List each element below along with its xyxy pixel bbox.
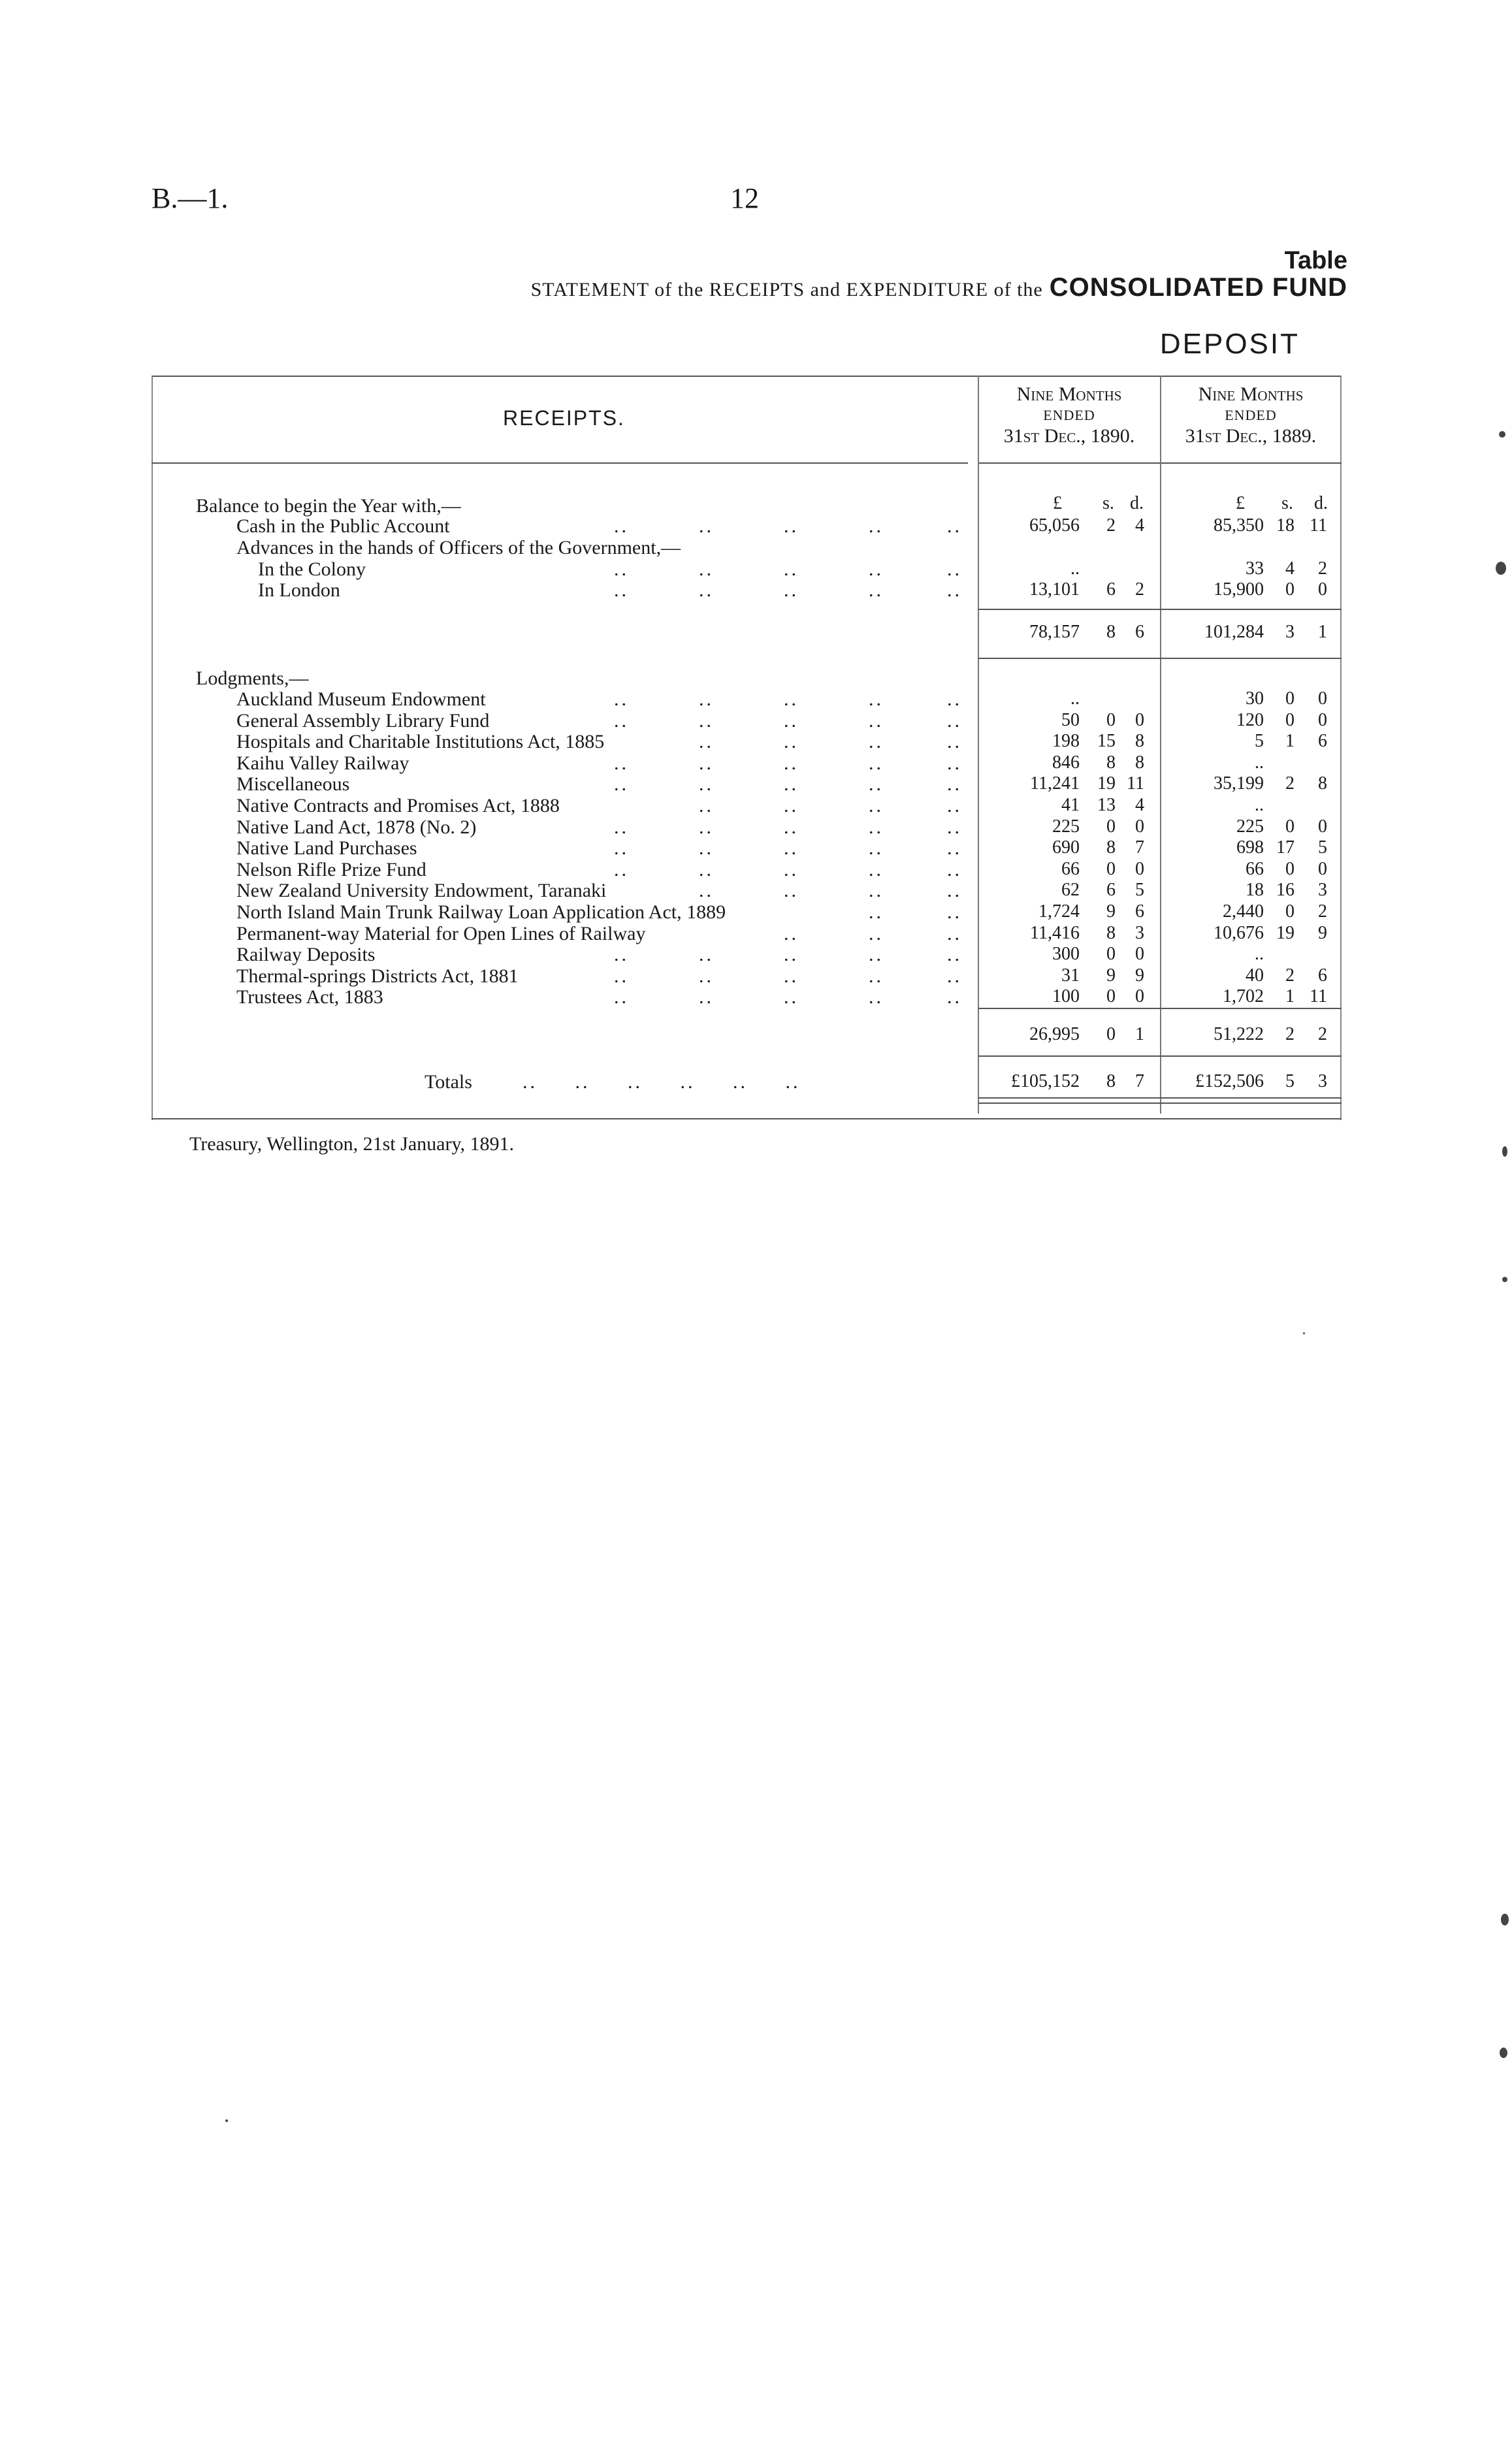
- totals-rule-1: [978, 1097, 1342, 1099]
- column-header-1889-line2: ENDED: [1225, 407, 1277, 423]
- leader-dots: ..: [869, 731, 884, 753]
- column-header-1889: [1161, 384, 1340, 447]
- lodgment-row-1890-pence: 0: [1135, 816, 1144, 837]
- leader-dots: ..: [614, 579, 629, 601]
- leader-dots: ..: [947, 986, 962, 1008]
- lodgment-row-1890-shillings: 0: [1106, 944, 1116, 965]
- fund-name: CONSOLIDATED FUND: [1049, 273, 1347, 302]
- lodgments-subtotal-1889-pence: 2: [1318, 1024, 1327, 1044]
- leader-dots: ..: [947, 752, 962, 774]
- totals-rule-2: [978, 1102, 1342, 1104]
- lodgment-row-label: Railway Deposits: [236, 944, 376, 966]
- lodgment-row-1890-pence: 9: [1135, 965, 1144, 986]
- lodgment-row-1890-shillings: 6: [1106, 880, 1116, 901]
- totals-1889-shillings: 5: [1285, 1071, 1295, 1091]
- lodgment-row-1889-pence: 6: [1318, 731, 1327, 752]
- pence-header-1889: d.: [1314, 493, 1328, 513]
- leader-dots: ..: [784, 858, 799, 880]
- scan-speck: [1502, 1277, 1507, 1282]
- scan-speck: [1496, 562, 1506, 575]
- leader-dots: ..: [947, 579, 962, 601]
- balance-row-1890-shillings: 2: [1106, 515, 1116, 536]
- leader-dots: ..: [947, 709, 962, 732]
- leader-dots: ..: [614, 558, 629, 580]
- leader-dots: ..: [869, 901, 884, 923]
- scan-speck: [1501, 1914, 1509, 1925]
- lodgment-row-1889-pence: 3: [1318, 880, 1327, 901]
- leader-dots: ..: [869, 515, 884, 537]
- totals-1890-pounds: £105,152: [1011, 1071, 1080, 1091]
- leader-dots: ..: [947, 773, 962, 796]
- column-header-1890-line1: Nine Months: [1016, 383, 1122, 405]
- lodgments-subtotal-1890-pence: 1: [1135, 1024, 1144, 1044]
- leader-dots: ..: [869, 944, 884, 966]
- lodgment-row-1890-pounds: 1,724: [1038, 901, 1080, 922]
- balance-row-1890-pence: 4: [1135, 515, 1144, 536]
- lodgment-row-1889-pence: 9: [1318, 922, 1327, 943]
- leader-dots: ..: [699, 986, 714, 1008]
- lodgment-row-label: North Island Main Trunk Railway Loan Application Act, 1889: [236, 901, 726, 923]
- leader-dots: ..: [947, 558, 962, 580]
- lodgment-row-1890-pounds: 31: [1061, 965, 1080, 986]
- lodgment-row-1889-pence: 5: [1318, 837, 1327, 858]
- lodgment-row-1889-pence: 0: [1318, 816, 1327, 837]
- lodgments-subtotal-1890-shillings: 0: [1106, 1024, 1116, 1044]
- statement-title: [531, 273, 1347, 302]
- balance-group-label: Balance to begin the Year with,—: [196, 495, 461, 517]
- pounds-symbol-1890: £: [1053, 493, 1062, 513]
- leader-dots: ..: [869, 752, 884, 774]
- totals-1890-pence: 7: [1135, 1071, 1144, 1091]
- leader-dots: ..: [784, 986, 799, 1008]
- balance-subtotal-1890-pence: 6: [1135, 622, 1144, 642]
- lodgment-row-1889-pounds: 35,199: [1214, 773, 1264, 794]
- lodgment-row-label: Trustees Act, 1883: [236, 986, 383, 1008]
- lodgment-row-1889-shillings: 17: [1276, 837, 1295, 858]
- lodgment-row-1889-pounds: ..: [1255, 795, 1264, 815]
- lodgment-row-1890-pence: 0: [1135, 944, 1144, 965]
- leader-dots: ..: [869, 986, 884, 1008]
- balance-row-1890-pounds: ..: [1070, 558, 1080, 579]
- lodgment-row-1889-pounds: 120: [1236, 709, 1264, 730]
- lodgment-row-1889-shillings: 2: [1285, 965, 1295, 986]
- lodgment-row-1890-pounds: 11,241: [1030, 773, 1080, 794]
- lodgment-row-1890-shillings: 0: [1106, 858, 1116, 879]
- balance-row-label: Cash in the Public Account: [236, 515, 450, 537]
- lodgment-row-1889-pounds: 698: [1236, 837, 1264, 858]
- lodgment-row-1890-shillings: 9: [1106, 965, 1116, 986]
- scan-speck: [1499, 431, 1505, 438]
- leader-dots: ..: [869, 922, 884, 944]
- leader-dots: ..: [699, 795, 714, 816]
- lodgments-subtotal-1890-pounds: 26,995: [1029, 1024, 1080, 1044]
- leader-dots: ..: [784, 688, 799, 710]
- leader-dots: ..: [784, 731, 799, 753]
- leader-dots: ..: [947, 880, 962, 902]
- lodgment-row-1890-pence: 0: [1135, 709, 1144, 730]
- table-bottom-rule: [152, 1118, 1342, 1119]
- leader-dots: ..: [699, 558, 714, 580]
- lodgment-row-1890-pence: 8: [1135, 731, 1144, 752]
- lodgment-row-label: New Zealand University Endowment, Taranaki: [236, 880, 607, 902]
- column-header-1890-line2: ENDED: [1043, 407, 1095, 423]
- leader-dots: ..: [869, 795, 884, 816]
- lodgment-row-1890-pounds: 41: [1061, 795, 1080, 815]
- leader-dots: ..: [614, 773, 629, 796]
- leader-dots: ..: [784, 944, 799, 966]
- lodgment-row-label: Native Contracts and Promises Act, 1888: [236, 795, 560, 816]
- balance-subtotal-1889-pence: 1: [1318, 622, 1327, 642]
- lodgments-group-label: Lodgments,—: [196, 668, 309, 689]
- lodgment-row-1890-pence: 5: [1135, 880, 1144, 901]
- balance-row-1890-shillings: 6: [1106, 579, 1116, 600]
- totals-label: Totals: [425, 1071, 472, 1093]
- leader-dots: ..: [784, 880, 799, 902]
- lodgment-row-label: Hospitals and Charitable Institutions Act, 1885: [236, 731, 605, 753]
- leader-dots: ..: [614, 986, 629, 1008]
- balance-row-label: In London: [258, 579, 340, 601]
- totals-1889-pounds: £152,506: [1195, 1071, 1264, 1091]
- leader-dots: ..: [699, 837, 714, 860]
- page-number: 12: [730, 182, 759, 214]
- leader-dots: ..: [947, 965, 962, 987]
- leader-dots: ..: [614, 515, 629, 537]
- lodgment-row-label: Auckland Museum Endowment: [236, 688, 486, 710]
- leader-dots: ..: [869, 880, 884, 902]
- column-header-1889-line3: 31st Dec., 1889.: [1185, 425, 1317, 447]
- lodgment-row-1890-shillings: 9: [1106, 901, 1116, 922]
- column-header-1890-line3: 31st Dec., 1890.: [1003, 425, 1135, 447]
- lodgment-row-1889-shillings: 0: [1285, 709, 1295, 730]
- leader-dots: ..: [869, 816, 884, 838]
- scan-speck: [1502, 1146, 1507, 1157]
- leader-dots: ..: [614, 816, 629, 838]
- leader-dots: ..: [869, 965, 884, 987]
- lodgment-row-1889-pounds: 40: [1246, 965, 1264, 986]
- lodgment-row-1890-pounds: ..: [1070, 688, 1080, 709]
- lodgment-row-1889-shillings: 16: [1276, 880, 1295, 901]
- leader-dots: ..: [947, 795, 962, 816]
- leader-dots: ..: [614, 688, 629, 710]
- lodgment-row-1889-shillings: 1: [1285, 986, 1295, 1007]
- lodgment-row-1890-pounds: 198: [1052, 731, 1080, 752]
- lodgment-row-1890-shillings: 0: [1106, 709, 1116, 730]
- lodgment-row-label: Thermal-springs Districts Act, 1881: [236, 965, 519, 987]
- lodgment-row-1890-pounds: 300: [1052, 944, 1080, 965]
- scan-speck: [225, 2119, 228, 2122]
- leader-dots: ..: [784, 709, 799, 732]
- lodgment-row-label: Permanent-way Material for Open Lines of Railway: [236, 922, 646, 944]
- leader-dots: ..: [699, 944, 714, 966]
- lodgment-row-1890-shillings: 13: [1097, 795, 1116, 815]
- lodgment-row-label: Native Land Act, 1878 (No. 2): [236, 816, 477, 838]
- leader-dots: ..: [784, 515, 799, 537]
- leader-dots: ..: [699, 515, 714, 537]
- lodgment-row-1890-shillings: 0: [1106, 986, 1116, 1007]
- balance-subtotal-1889-pounds: 101,284: [1204, 622, 1264, 642]
- column-header-1889-line1: Nine Months: [1198, 383, 1304, 405]
- lodgment-row-1889-shillings: 0: [1285, 858, 1295, 879]
- lodgment-row-1889-pence: 0: [1318, 709, 1327, 730]
- lodgment-row-1889-pounds: 18: [1246, 880, 1264, 901]
- leader-dots: ..: [869, 837, 884, 860]
- leader-dots: ..: [699, 858, 714, 880]
- totals-1889-pence: 3: [1318, 1071, 1327, 1091]
- lodgment-row-1890-pence: 11: [1127, 773, 1144, 794]
- balance-row-1890-pounds: 65,056: [1029, 515, 1080, 536]
- leader-dots: ..: [947, 901, 962, 923]
- balance-row-1890-pence: 2: [1135, 579, 1144, 600]
- lodgment-row-label: Nelson Rifle Prize Fund: [236, 858, 426, 880]
- leader-dots: ..: [614, 858, 629, 880]
- lodgment-row-1889-pounds: 30: [1246, 688, 1264, 709]
- statement-text: STATEMENT of the RECEIPTS and EXPENDITURE of the: [530, 279, 1043, 300]
- lodgments-top-rule: [978, 1008, 1342, 1009]
- header-rule: [152, 462, 968, 464]
- leader-dots: ..: [614, 709, 629, 732]
- leader-dots: ..: [869, 858, 884, 880]
- leader-dots: ..: [784, 773, 799, 796]
- leader-dots: ..: [869, 558, 884, 580]
- lodgment-row-1890-pence: 0: [1135, 858, 1144, 879]
- lodgment-row-1889-pounds: 2,440: [1223, 901, 1264, 922]
- balance-row-1889-pence: 2: [1318, 558, 1327, 579]
- leader-dots: ..: [784, 579, 799, 601]
- lodgment-row-1890-pence: 0: [1135, 986, 1144, 1007]
- lodgment-row-label: Miscellaneous: [236, 773, 350, 796]
- scan-speck: [1500, 2048, 1507, 2058]
- lodgment-row-1890-pounds: 66: [1061, 858, 1080, 879]
- leader-dots: ..: [947, 688, 962, 710]
- shillings-header-1890: s.: [1102, 493, 1114, 513]
- lodgment-row-label: Kaihu Valley Railway: [236, 752, 410, 774]
- lodgment-row-1890-pence: 4: [1135, 795, 1144, 815]
- leader-dots: ..: [784, 752, 799, 774]
- lodgment-row-1889-pence: 0: [1318, 858, 1327, 879]
- footer-note: Treasury, Wellington, 21st January, 1891.: [189, 1133, 514, 1155]
- lodgment-row-1890-shillings: 8: [1106, 922, 1116, 943]
- lodgment-row-1889-pence: 2: [1318, 901, 1327, 922]
- leader-dots: ..: [869, 579, 884, 601]
- lodgment-row-1889-pence: 8: [1318, 773, 1327, 794]
- leader-dots: ..: [784, 816, 799, 838]
- table-label: Table: [1284, 247, 1347, 274]
- leader-dots: ..: [947, 515, 962, 537]
- leader-dots: ..: [784, 965, 799, 987]
- balance-row-label: In the Colony: [258, 558, 366, 580]
- leader-dots: ..: [947, 858, 962, 880]
- leader-dots: ..: [784, 922, 799, 944]
- column-divider-2: [1160, 376, 1161, 1114]
- lodgment-row-label: Native Land Purchases: [236, 837, 417, 860]
- lodgment-row-1889-pounds: 225: [1236, 816, 1264, 837]
- leader-dots: ..: [614, 752, 629, 774]
- lodgment-row-1889-shillings: 0: [1285, 816, 1295, 837]
- pence-header-1890: d.: [1130, 493, 1144, 513]
- leader-dots: ..: [699, 688, 714, 710]
- leader-dots: ..: [947, 944, 962, 966]
- page-reference: B.—1.: [152, 182, 229, 214]
- lodgment-row-1890-pounds: 846: [1052, 752, 1080, 773]
- balance-row-1889-shillings: 0: [1285, 579, 1295, 600]
- leader-dots: ..: [784, 795, 799, 816]
- lodgment-row-1890-shillings: 8: [1106, 752, 1116, 773]
- lodgment-row-1889-shillings: 19: [1276, 922, 1295, 943]
- leader-dots: ..: [699, 965, 714, 987]
- lodgments-bottom-rule: [978, 1055, 1342, 1057]
- lodgment-row-1889-shillings: 2: [1285, 773, 1295, 794]
- lodgment-row-1889-pounds: 66: [1246, 858, 1264, 879]
- lodgment-row-1890-pence: 3: [1135, 922, 1144, 943]
- lodgment-row-1889-pounds: ..: [1255, 752, 1264, 773]
- lodgment-row-1890-pounds: 690: [1052, 837, 1080, 858]
- balance-row-1889-pounds: 15,900: [1214, 579, 1264, 600]
- lodgment-row-1889-pounds: 1,702: [1223, 986, 1264, 1007]
- balance-subtotal-1890-pounds: 78,157: [1029, 622, 1080, 642]
- balance-top-rule: [978, 609, 1342, 610]
- balance-row-1889-pence: 11: [1310, 515, 1327, 536]
- leader-dots: ..: [947, 837, 962, 860]
- balance-row-1890-pounds: 13,101: [1029, 579, 1080, 600]
- leader-dots: ..: [699, 880, 714, 902]
- leader-dots: ..: [947, 922, 962, 944]
- lodgment-row-1890-shillings: 19: [1097, 773, 1116, 794]
- leader-dots: ..: [699, 731, 714, 753]
- balance-row-1889-pounds: 33: [1246, 558, 1264, 579]
- leader-dots: ..: [699, 709, 714, 732]
- balance-row-1889-shillings: 18: [1276, 515, 1295, 536]
- lodgment-row-1890-pence: 7: [1135, 837, 1144, 858]
- balance-row-1889-shillings: 4: [1285, 558, 1295, 579]
- receipts-heading: RECEIPTS.: [503, 406, 625, 430]
- balance-subtotal-1890-shillings: 8: [1106, 622, 1116, 642]
- lodgment-row-1890-pounds: 100: [1052, 986, 1080, 1007]
- pounds-symbol-1889: £: [1236, 493, 1245, 513]
- lodgment-row-1890-pence: 8: [1135, 752, 1144, 773]
- column-header-1890: [980, 384, 1159, 447]
- leader-dots: ..: [869, 688, 884, 710]
- leader-dots: ..: [699, 773, 714, 796]
- balance-row-1889-pounds: 85,350: [1214, 515, 1264, 536]
- leader-dots: ..: [614, 965, 629, 987]
- lodgment-row-1889-pounds: ..: [1255, 944, 1264, 965]
- lodgment-row-label: General Assembly Library Fund: [236, 709, 490, 732]
- lodgment-row-1890-shillings: 0: [1106, 816, 1116, 837]
- leader-dots: ..: [699, 579, 714, 601]
- leader-dots: ..: [614, 837, 629, 860]
- leader-dots: ..: [784, 558, 799, 580]
- shillings-header-1889: s.: [1281, 493, 1293, 513]
- leader-dots: ..: [947, 731, 962, 753]
- balance-subtotal-1889-shillings: 3: [1285, 622, 1295, 642]
- column-divider-1: [978, 376, 979, 1114]
- leader-dots: ..: [699, 816, 714, 838]
- lodgment-row-1889-shillings: 0: [1285, 688, 1295, 709]
- lodgment-row-1889-pence: 6: [1318, 965, 1327, 986]
- lodgments-subtotal-1889-pounds: 51,222: [1214, 1024, 1264, 1044]
- balance-row-1889-pence: 0: [1318, 579, 1327, 600]
- leader-dots: ..: [869, 709, 884, 732]
- section-heading: DEPOSIT: [1159, 328, 1300, 360]
- lodgment-row-1889-shillings: 1: [1285, 731, 1295, 752]
- lodgment-row-1889-pounds: 5: [1255, 731, 1264, 752]
- leader-dots: ..: [614, 944, 629, 966]
- leader-dots: ..: [947, 816, 962, 838]
- totals-leader-dots: .. .. .. .. .. ..: [523, 1071, 801, 1093]
- scan-speck: [1303, 1332, 1305, 1334]
- lodgment-row-1890-shillings: 15: [1097, 731, 1116, 752]
- totals-1890-shillings: 8: [1106, 1071, 1116, 1091]
- lodgment-row-1890-pounds: 11,416: [1030, 922, 1080, 943]
- lodgments-subtotal-1889-shillings: 2: [1285, 1024, 1295, 1044]
- leader-dots: ..: [784, 837, 799, 860]
- lodgment-row-1890-pence: 6: [1135, 901, 1144, 922]
- lodgment-row-1889-pounds: 10,676: [1214, 922, 1264, 943]
- balance-bottom-rule: [978, 658, 1342, 659]
- lodgment-row-1890-pounds: 225: [1052, 816, 1080, 837]
- lodgment-row-1889-pence: 11: [1310, 986, 1327, 1007]
- lodgment-row-1889-shillings: 0: [1285, 901, 1295, 922]
- balance-row-label: Advances in the hands of Officers of the Government,—: [236, 537, 681, 558]
- lodgment-row-1889-pence: 0: [1318, 688, 1327, 709]
- leader-dots: ..: [869, 773, 884, 796]
- lodgment-row-1890-pounds: 62: [1061, 880, 1080, 901]
- leader-dots: ..: [699, 752, 714, 774]
- lodgment-row-1890-shillings: 8: [1106, 837, 1116, 858]
- lodgment-row-1890-pounds: 50: [1061, 709, 1080, 730]
